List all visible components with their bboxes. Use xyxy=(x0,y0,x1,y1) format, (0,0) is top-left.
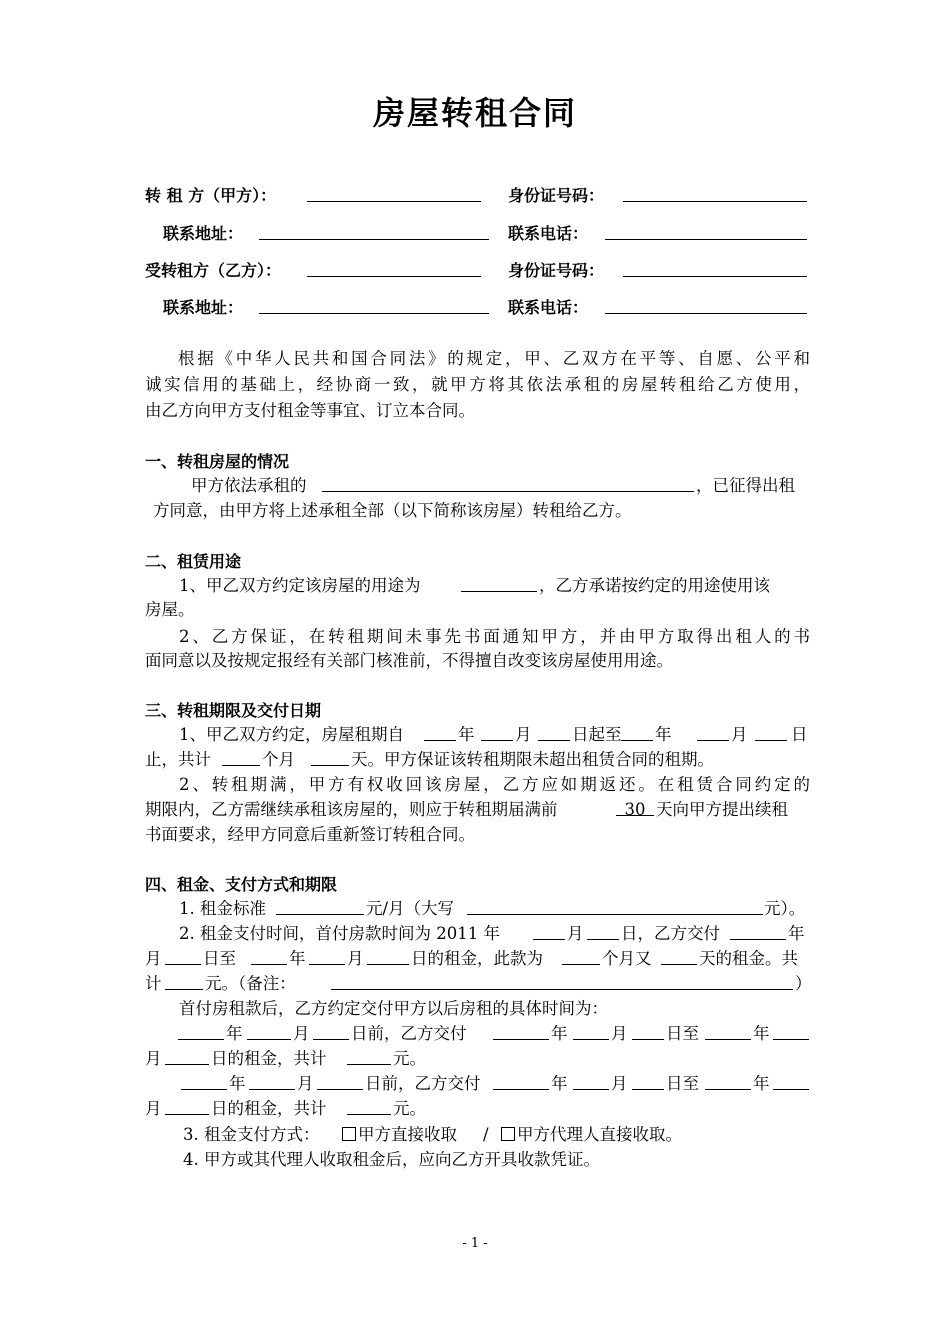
s3-text: 天。甲方保证该转租期限未超出租赁合同的租期。 xyxy=(351,750,714,769)
s3-text: 日起至 xyxy=(572,725,622,744)
option-direct[interactable] xyxy=(342,1123,457,1147)
s3-text: 年 xyxy=(655,725,672,744)
preamble-line: 由乙方向甲方支付租金等事宜、订立本合同。 xyxy=(145,401,475,420)
notice-days-value[interactable]: 30 xyxy=(616,798,654,816)
section-heading: 四、租金、支付方式和期限 xyxy=(145,875,338,894)
start-year-blank[interactable] xyxy=(424,723,456,741)
page-number: - 1 - xyxy=(462,1236,488,1251)
s3-text: 年 xyxy=(458,725,475,744)
checkbox-icon[interactable] xyxy=(501,1127,515,1141)
schedule2-day-blank[interactable] xyxy=(317,1072,363,1090)
schedule2-to-month-blank[interactable] xyxy=(773,1072,809,1090)
schedule2-from-year-blank[interactable] xyxy=(493,1072,549,1090)
term-days-blank[interactable] xyxy=(311,748,349,766)
schedule1-to-year-blank[interactable] xyxy=(705,1022,751,1040)
schedule1-to-day-blank[interactable] xyxy=(165,1047,209,1065)
schedule1-from-year-blank[interactable] xyxy=(493,1022,549,1040)
s4-line: 首付房租款后，乙方约定交付甲方以后房租的具体时间为： xyxy=(179,999,608,1018)
s3-text: 期限内，乙方需继续承租该房屋的，则应于转租期届满前 xyxy=(145,800,558,819)
total-rent-blank[interactable] xyxy=(165,972,203,990)
sublessee-address-label: 联系地址： xyxy=(163,298,244,317)
schedule2-to-year-blank[interactable] xyxy=(705,1072,751,1090)
s4-text: 年 xyxy=(226,1024,243,1043)
preamble-line: 诚实信用的基础上，经协商一致，就甲方将其依法承租的房屋转租给乙方使用， xyxy=(145,375,810,394)
s3-text: 天向甲方提出续租 xyxy=(656,800,788,819)
s4-text: 月 xyxy=(567,924,584,943)
page-title: 房屋转租合同 xyxy=(372,94,577,132)
s1-text: ，已征得出租 xyxy=(696,476,795,495)
s4-text: 年 xyxy=(289,949,306,968)
schedule1-day-blank[interactable] xyxy=(313,1022,349,1040)
s4-text: 1. 租金标准 xyxy=(179,899,266,918)
schedule2-to-day-blank[interactable] xyxy=(165,1097,209,1115)
option-agent-label: 甲方代理人直接收取。 xyxy=(517,1125,682,1144)
start-day-blank[interactable] xyxy=(538,723,570,741)
start-month-blank[interactable] xyxy=(481,723,513,741)
section-heading: 一、转租房屋的情况 xyxy=(145,452,290,471)
s4-text: 计 xyxy=(145,974,162,993)
s4-text: 月 xyxy=(293,1024,310,1043)
sublessor-address-label: 联系地址： xyxy=(163,224,244,243)
s4-text: 年 xyxy=(551,1074,568,1093)
s3-line: 2、转租期满，甲方有权收回该房屋，乙方应如期返还。在租赁合同约定的 xyxy=(179,775,810,794)
s4-text: / xyxy=(483,1125,489,1144)
end-month-blank[interactable] xyxy=(697,723,729,741)
s4-text: 日至 xyxy=(666,1074,699,1093)
s4-text: 月 xyxy=(347,949,364,968)
sublessor-name-blank[interactable] xyxy=(307,184,481,202)
pay-to-month-blank[interactable] xyxy=(309,947,345,965)
pay-to-day-blank[interactable] xyxy=(367,947,409,965)
s4-text: 日的租金，共计 xyxy=(211,1049,327,1068)
s4-text: 元。 xyxy=(393,1099,426,1118)
schedule2-from-day-blank[interactable] xyxy=(632,1072,664,1090)
s4-text: 月 xyxy=(145,1049,162,1068)
s4-line: 4. 甲方或其代理人收取租金后，应向乙方开具收款凭证。 xyxy=(183,1150,600,1169)
pay-to-year-blank[interactable] xyxy=(251,947,287,965)
s3-line: 书面要求，经甲方同意后重新签订转租合同。 xyxy=(145,825,475,844)
schedule1-month-blank[interactable] xyxy=(247,1022,291,1040)
s2-text: ，乙方承诺按约定的用途使用该 xyxy=(539,576,770,595)
first-pay-day-blank[interactable] xyxy=(587,922,619,940)
schedule1-to-month-blank[interactable] xyxy=(773,1022,809,1040)
s4-text: 年 xyxy=(551,1024,568,1043)
s4-text: 日至 xyxy=(203,949,236,968)
s4-text: 日的租金，此款为 xyxy=(411,949,543,968)
s3-text: 日 xyxy=(791,725,808,744)
s2-line: 房屋。 xyxy=(145,600,195,619)
s4-text: 年 xyxy=(753,1074,770,1093)
schedule2-month-blank[interactable] xyxy=(249,1072,295,1090)
sublessee-phone-blank[interactable] xyxy=(605,296,807,314)
sublessee-address-blank[interactable] xyxy=(259,296,489,314)
sublessee-id-label: 身份证号码： xyxy=(508,261,605,280)
end-year-blank[interactable] xyxy=(621,723,653,741)
sublessee-phone-label: 联系电话： xyxy=(508,298,589,317)
s4-text: 日的租金，共计 xyxy=(211,1099,327,1118)
option-direct-label: 甲方直接收取 xyxy=(358,1125,457,1144)
sublessee-name-blank[interactable] xyxy=(307,259,481,277)
s4-text: 月 xyxy=(145,1099,162,1118)
s4-text: 日，乙方交付 xyxy=(621,924,720,943)
leased-premises-blank[interactable] xyxy=(322,474,694,492)
s4-text: 个月又 xyxy=(602,949,652,968)
first-pay-month-blank[interactable] xyxy=(533,922,565,940)
s4-text: 日前，乙方交付 xyxy=(365,1074,481,1093)
rent-months-blank[interactable] xyxy=(562,947,600,965)
s4-text: 元。 xyxy=(393,1049,426,1068)
s4-text: 3. 租金支付方式： xyxy=(183,1125,320,1144)
s1-line: 方同意，由甲方将上述承租全部（以下简称该房屋）转租给乙方。 xyxy=(153,501,632,520)
remark-blank[interactable] xyxy=(331,972,793,990)
s4-text: 日前，乙方交付 xyxy=(351,1024,467,1043)
s4-text: 元。（备注： xyxy=(205,974,296,993)
checkbox-icon[interactable] xyxy=(342,1127,356,1141)
schedule2-year-blank[interactable] xyxy=(181,1072,227,1090)
s4-text: 月 xyxy=(611,1074,628,1093)
sublessor-phone-label: 联系电话： xyxy=(508,224,589,243)
s4-text: ） xyxy=(795,974,812,993)
s4-text: 月 xyxy=(145,949,162,968)
end-day-blank[interactable] xyxy=(755,723,787,741)
s4-text: 年 xyxy=(788,924,805,943)
s1-text: 甲方依法承租的 xyxy=(191,476,307,495)
schedule1-total-blank[interactable] xyxy=(347,1047,391,1065)
option-agent[interactable] xyxy=(501,1123,682,1147)
term-months-blank[interactable] xyxy=(222,748,260,766)
schedule2-from-month-blank[interactable] xyxy=(573,1072,609,1090)
monthly-rent-blank[interactable] xyxy=(276,897,364,915)
preamble-line: 根据《中华人民共和国合同法》的规定，甲、乙双方在平等、自愿、公平和 xyxy=(178,349,810,368)
schedule1-from-month-blank[interactable] xyxy=(573,1022,609,1040)
rent-in-words-blank[interactable] xyxy=(467,897,763,915)
schedule1-from-day-blank[interactable] xyxy=(632,1022,664,1040)
s2-text: 1、甲乙双方约定该房屋的用途为 xyxy=(179,576,421,595)
s3-text: 止，共计 xyxy=(145,750,211,769)
s4-text: 天的租金。共 xyxy=(699,949,798,968)
s4-text: 日至 xyxy=(666,1024,699,1043)
sublessor-id-label: 身份证号码： xyxy=(508,186,605,205)
s4-text: 元）。 xyxy=(764,899,806,918)
section-heading: 二、租赁用途 xyxy=(145,552,242,571)
sublessor-address-blank[interactable] xyxy=(259,222,489,240)
rent-days-blank[interactable] xyxy=(661,947,697,965)
sublessor-phone-blank[interactable] xyxy=(605,222,807,240)
s2-line: 面同意以及按规定报经有关部门核准前，不得擅自改变该房屋使用用途。 xyxy=(145,651,673,670)
sublessor-id-blank[interactable] xyxy=(623,184,807,202)
pay-year-blank[interactable] xyxy=(730,922,786,940)
s4-text: 元/月（大写 xyxy=(366,899,455,918)
s4-text: 月 xyxy=(297,1074,314,1093)
s2-line: 2、乙方保证，在转租期间未事先书面通知甲方，并由甲方取得出租人的书 xyxy=(179,627,810,646)
sublessor-label: 转 租 方（甲方）： xyxy=(145,186,277,205)
s3-text: 月 xyxy=(515,725,532,744)
sublessee-label: 受转租方（乙方）： xyxy=(145,261,282,280)
s4-text: 年 xyxy=(229,1074,246,1093)
pay-from-day-blank[interactable] xyxy=(165,947,201,965)
s3-text: 月 xyxy=(731,725,748,744)
schedule2-total-blank[interactable] xyxy=(347,1097,391,1115)
s4-text: 2. 租金支付时间，首付房款时间为 2011 年 xyxy=(179,924,500,943)
s3-text: 个月 xyxy=(262,750,295,769)
usage-blank[interactable] xyxy=(461,574,537,592)
s3-text: 1、甲乙双方约定，房屋租期自 xyxy=(179,725,404,744)
s4-text: 月 xyxy=(611,1024,628,1043)
schedule1-year-blank[interactable] xyxy=(178,1022,224,1040)
sublessee-id-blank[interactable] xyxy=(623,259,807,277)
section-heading: 三、转租期限及交付日期 xyxy=(145,701,322,720)
s4-text: 年 xyxy=(753,1024,770,1043)
